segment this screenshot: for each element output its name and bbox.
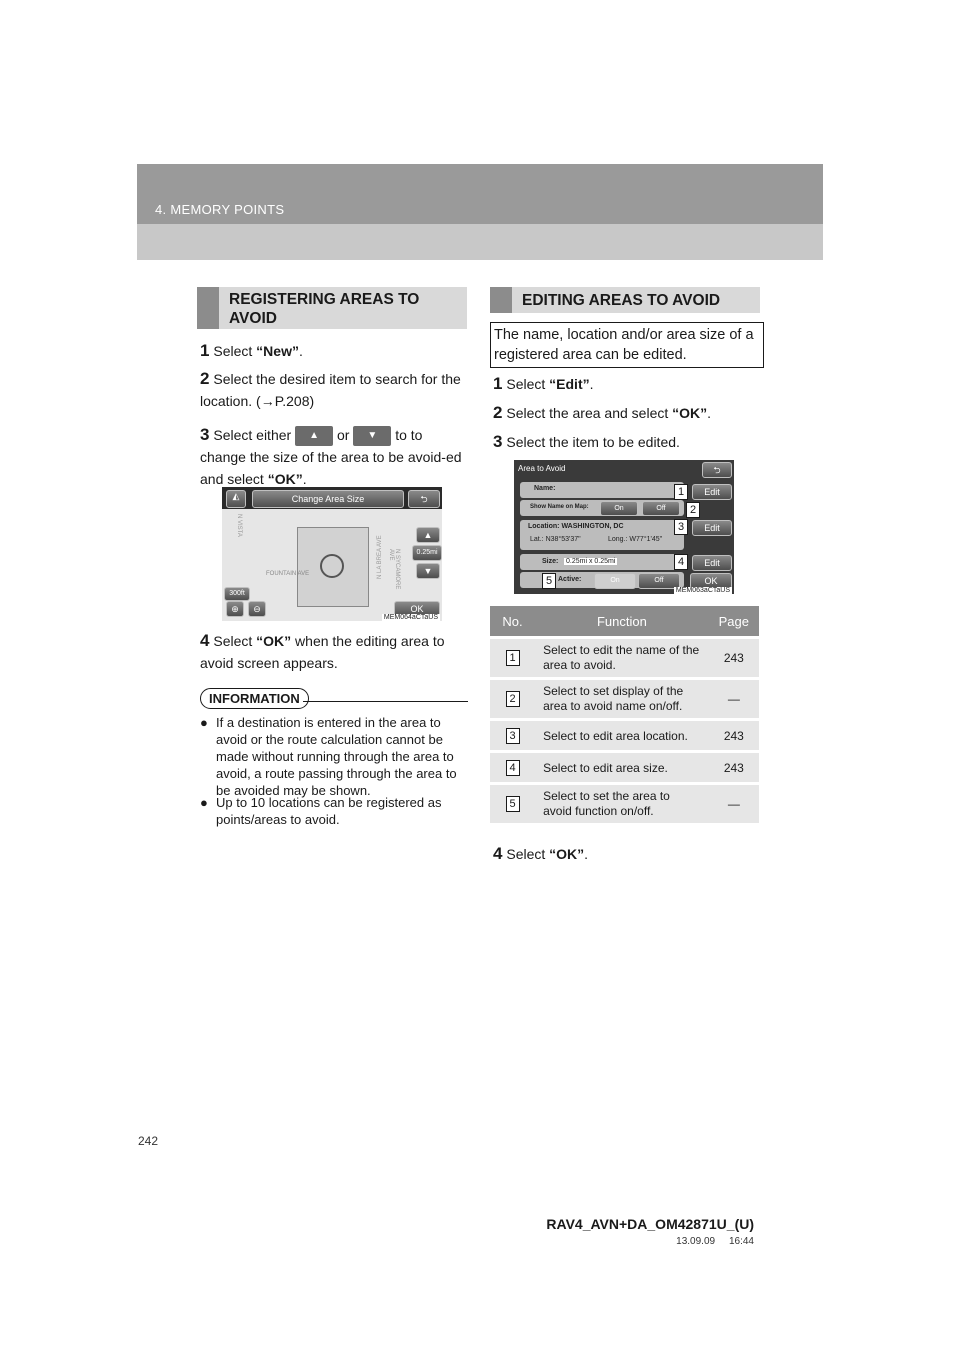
back-button[interactable]: ⮌ [702,462,732,478]
screen-title: Area to Avoid [518,464,566,473]
right-section-heading: EDITING AREAS TO AVOID [490,287,760,313]
left-step-1: 1 Select “New”. [200,341,303,360]
page-number: 242 [138,1134,159,1148]
col-header-page: Page [709,606,759,638]
callout-5: 5 [542,573,556,589]
street-label: N SYCAMORE AVE [388,549,400,590]
heading-bar [197,287,219,329]
scale-indicator: 0.25mi [412,545,442,561]
crosshair-icon [320,554,344,578]
up-button-icon: ▲ [295,426,333,446]
change-area-size-screenshot [222,487,442,621]
street-label: N VISTA [236,514,242,537]
down-button-icon: ▼ [353,426,391,446]
reduce-button[interactable]: ▼ [416,563,440,579]
heading-bar [490,287,512,313]
left-step-4: 4 Select “OK” when the editing area to avoid screen appears. [200,631,445,671]
active-on-button[interactable]: On [594,573,636,589]
active-off-button[interactable]: Off [638,573,680,589]
right-step-2: 2 Select the area and select “OK”. [493,403,712,422]
location-row: Location: WASHINGTON, DC Lat.: N38°53'37" Long.: W77°1'45" [520,520,684,550]
print-date: 13.09.09 16:44 [676,1236,754,1247]
table-row: 1 Select to edit the name of the area to avoid. 243 [490,638,759,679]
ok-button[interactable]: OK [394,601,440,617]
left-heading-line1: REGISTERING AREAS TO [229,291,420,308]
intro-box: The name, location and/or area size of a registered area can be edited. [490,322,764,368]
show-name-on-button[interactable]: On [600,501,638,516]
info-bullet: ● Up to 10 locations can be registered as points/areas to avoid. [200,795,442,827]
callout-3: 3 [674,519,688,535]
callout-2: 2 [686,502,700,518]
compass-icon[interactable]: ◭ [226,490,246,508]
left-section-heading [197,287,467,329]
map-scale: 300ft [224,587,250,601]
callout-4: 4 [674,554,688,570]
left-step-2: 2 Select the desired item to search for the location. (→P.208) [200,369,461,409]
area-to-avoid-screenshot [514,460,734,594]
header-band-lower [137,224,823,260]
edit-location-button[interactable]: Edit [692,520,732,536]
left-heading-line2: AVOID [229,310,277,327]
table-row: 5 Select to set the area to avoid function on/off. — [490,784,759,824]
edit-size-button[interactable]: Edit [692,555,732,571]
edit-name-button[interactable]: Edit [692,484,732,500]
street-label: FOUNTAIN AVE [266,571,310,577]
image-code: MEM064aCTaUS [383,614,438,621]
screen-title: Change Area Size [252,490,404,508]
image-code: MEM063aCTaUS [675,587,730,594]
name-row: Name: [520,482,684,498]
right-step-4: 4 Select “OK”. [493,844,589,863]
street-label: N LA BREA AVE [377,535,383,579]
enlarge-button[interactable]: ▲ [416,527,440,543]
size-row: Size: 0.25mi x 0.25mi [520,554,684,570]
zoom-out-icon[interactable]: ⊖ [248,601,266,617]
table-row: 3 Select to edit area location. 243 [490,720,759,752]
left-step-3: 3 Select either ▲ or ▼ to to change the size of the area to be avoid-ed and select “OK”. [200,425,462,488]
table-row: 4 Select to edit area size. 243 [490,752,759,784]
manual-code: RAV4_AVN+DA_OM42871U_(U) [546,1216,754,1232]
callout-1: 1 [674,484,688,500]
show-name-off-button[interactable]: Off [642,501,680,516]
active-row: Active: [520,572,684,588]
right-step-1: 1 Select “Edit”. [493,374,594,393]
table-row: 2 Select to set display of the area to avoid name on/off. — [490,679,759,720]
ok-button[interactable]: OK [690,573,732,589]
back-button[interactable]: ⮌ [408,490,440,508]
col-header-function: Function [535,606,709,638]
info-bullet: ● If a destination is entered in the area to avoid or the route calculation cannot be made without running through the area to avoid, a route passing through the area to be avoided may be shown. [200,715,457,798]
information-rule [303,701,468,702]
show-name-row: Show Name on Map: [520,500,684,516]
function-table [490,606,759,823]
right-step-3: 3 Select the item to be edited. [493,432,680,451]
zoom-in-icon[interactable]: ⊕ [226,601,244,617]
information-tag: INFORMATION [200,688,309,709]
col-header-no: No. [490,606,535,638]
section-title: 4. MEMORY POINTS [155,202,285,217]
